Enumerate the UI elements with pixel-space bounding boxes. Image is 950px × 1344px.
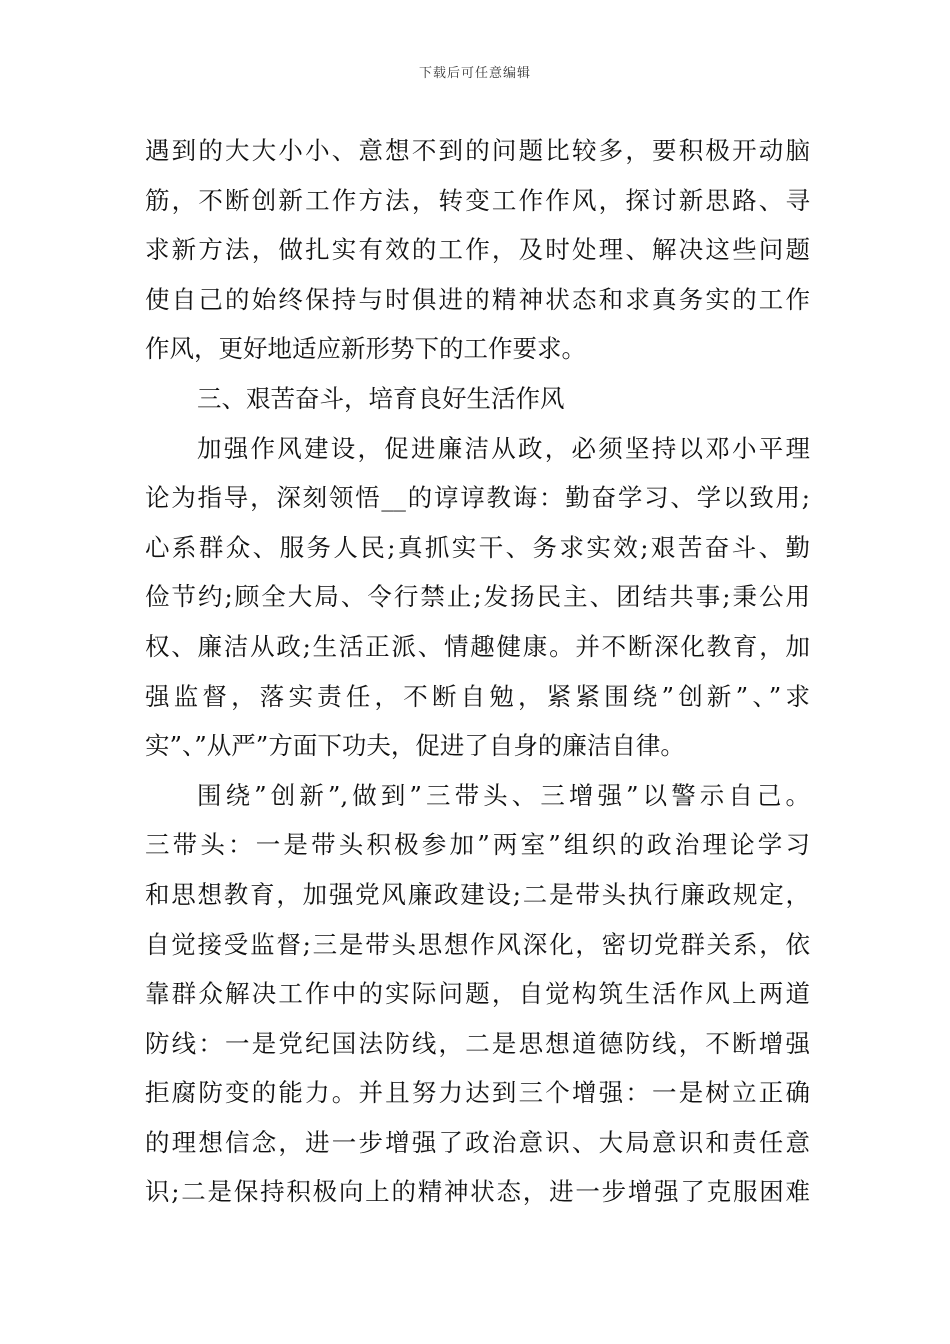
page-header: 下载后可任意编辑 — [418, 66, 531, 81]
text-line: 拒腐防变的能力。并且努力达到三个增强：一是树立正确 — [145, 1078, 810, 1108]
text-line: 自觉接受监督;三是带头思想作风深化，密切党群关系，依 — [145, 929, 810, 959]
text-line: 和思想教育，加强党风廉政建设;二是带头执行廉政规定， — [145, 879, 810, 909]
text-line: 权、廉洁从政;生活正派、情趣健康。并不断深化教育，加 — [145, 631, 810, 661]
text-line: 作风，更好地适应新形势下的工作要求。 — [145, 334, 586, 364]
text-line: 三、艰苦奋斗，培育良好生活作风 — [197, 383, 565, 413]
text-line: 论为指导，深刻领悟__的谆谆教诲：勤奋学习、学以致用; — [145, 483, 810, 513]
text-line: 求新方法，做扎实有效的工作，及时处理、解决这些问题 — [145, 235, 810, 265]
text-line: 使自己的始终保持与时俱进的精神状态和求真务实的工作 — [145, 284, 810, 314]
text-line: 强监督，落实责任，不断自勉，紧紧围绕”创新”、”求 — [145, 681, 810, 711]
text-line: 加强作风建设，促进廉洁从政，必须坚持以邓小平理 — [197, 433, 810, 463]
body-text — [145, 126, 810, 1217]
text-line: 筋，不断创新工作方法，转变工作作风，探讨新思路、寻 — [145, 185, 810, 215]
text-line: 实”、”从严”方面下功夫，促进了自身的廉洁自律。 — [145, 731, 685, 761]
text-line: 三带头：一是带头积极参加”两室”组织的政治理论学习 — [145, 830, 810, 860]
text-line: 的理想信念，进一步增强了政治意识、大局意识和责任意 — [145, 1127, 810, 1157]
text-line: 靠群众解决工作中的实际问题，自觉构筑生活作风上两道 — [145, 979, 810, 1009]
text-line: 心系群众、服务人民;真抓实干、务求实效;艰苦奋斗、勤 — [145, 532, 810, 562]
text-line: 俭节约;顾全大局、令行禁止;发扬民主、团结共事;秉公用 — [145, 582, 810, 612]
text-line: 围绕”创新”,做到”三带头、三增强”以警示自己。 — [197, 780, 810, 810]
text-line: 防线：一是党纪国法防线，二是思想道德防线，不断增强 — [145, 1028, 810, 1058]
text-line: 遇到的大大小小、意想不到的问题比较多，要积极开动脑 — [145, 136, 810, 165]
text-line: 识;二是保持积极向上的精神状态，进一步增强了克服困难 — [145, 1177, 810, 1207]
